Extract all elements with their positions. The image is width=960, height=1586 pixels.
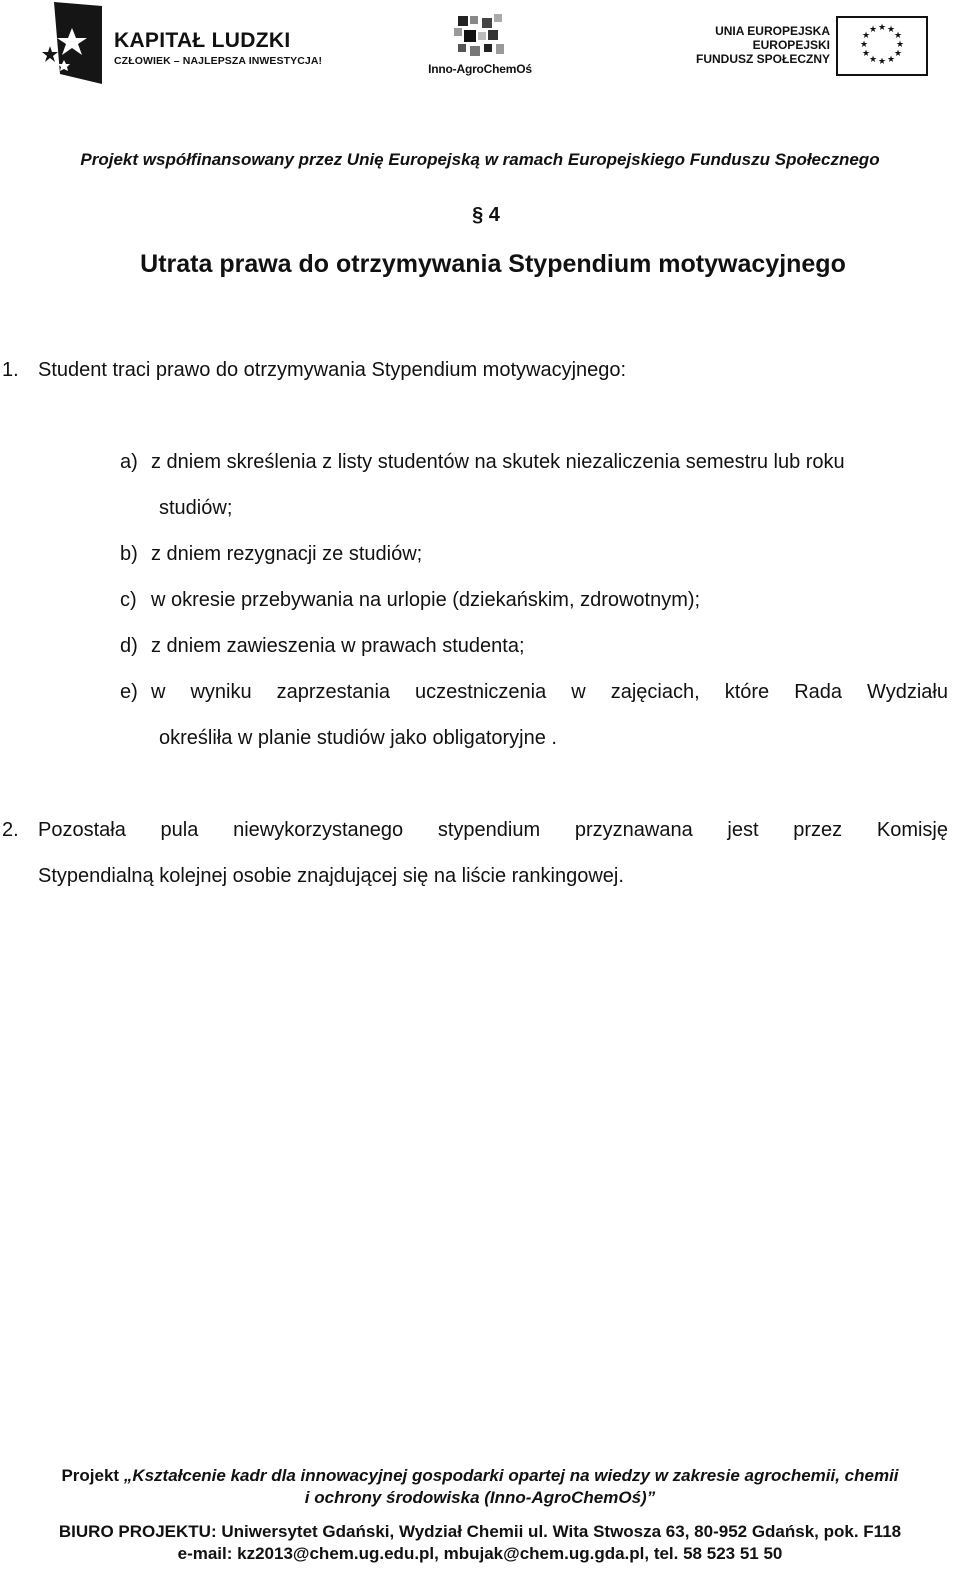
footer-contact: e-mail: kz2013@chem.ug.edu.pl, mbujak@chem.ug.gda.pl, tel. 58 523 51 50 bbox=[177, 1544, 783, 1563]
point-2-line-2: Stypendialną kolejnej osobie znajdującej się na liście rankingowej. bbox=[38, 865, 624, 887]
footer-project-prefix: Projekt bbox=[61, 1466, 124, 1485]
svg-text:★: ★ bbox=[893, 49, 903, 59]
inno-agrochemos-logo bbox=[420, 14, 540, 80]
point-2-number: 2. bbox=[2, 819, 19, 841]
svg-text:★: ★ bbox=[895, 40, 905, 50]
ue-efs-logo bbox=[695, 14, 940, 80]
svg-text:★: ★ bbox=[861, 49, 871, 59]
item-c-letter: c) bbox=[120, 589, 137, 611]
item-d-letter: d) bbox=[120, 635, 138, 657]
svg-text:★: ★ bbox=[893, 31, 903, 41]
item-e-line-1: w wyniku zaprzestania uczestniczenia w zajęciach, które Rada Wydziału bbox=[151, 681, 948, 703]
point-1-text: Student traci prawo do otrzymywania Stypendium motywacyjnego: bbox=[38, 359, 627, 381]
item-a-line-1: z dniem skreślenia z listy studentów na skutek niezaliczenia semestru lub roku bbox=[151, 451, 845, 473]
svg-text:★: ★ bbox=[886, 25, 896, 35]
svg-text:★: ★ bbox=[868, 25, 878, 35]
item-b-letter: b) bbox=[120, 543, 138, 565]
point-1-number: 1. bbox=[2, 359, 19, 381]
ue-efs-text bbox=[696, 24, 830, 66]
kapital-ludzki-subtitle: CZŁOWIEK – NAJLEPSZA INWESTYCJA! bbox=[114, 55, 323, 67]
svg-text:★: ★ bbox=[868, 55, 878, 65]
item-a-letter: a) bbox=[120, 451, 138, 473]
ue-line-3: FUNDUSZ SPOŁECZNY bbox=[695, 52, 830, 66]
svg-text:★: ★ bbox=[861, 31, 871, 41]
svg-text:★: ★ bbox=[877, 57, 887, 67]
footer-project-line-2: i ochrony środowiska (Inno-AgroChemOś)” bbox=[304, 1488, 656, 1507]
item-e-letter: e) bbox=[120, 681, 138, 703]
kapital-ludzki-emblem-icon bbox=[42, 2, 102, 84]
section-number: § 4 bbox=[472, 204, 500, 226]
item-c-line-1: w okresie przebywania na urlopie (dziekańskim, zdrowotnym); bbox=[151, 589, 701, 611]
kapital-ludzki-title: KAPITAŁ LUDZKI bbox=[114, 29, 291, 52]
item-d-line-1: z dniem zawieszenia w prawach studenta; bbox=[151, 635, 525, 657]
item-e-line-2: określiła w planie studiów jako obligatoryjne . bbox=[159, 727, 557, 749]
svg-text:★: ★ bbox=[859, 40, 869, 50]
point-2-line-1: Pozostała pula niewykorzystanego stypendium przyznawana jest przez Komisję bbox=[38, 819, 948, 841]
section-title: Utrata prawa do otrzymywania Stypendium motywacyjnego bbox=[140, 250, 846, 278]
footer-project-name-1: „Kształcenie kadr dla innowacyjnej gospodarki opartej na wiedzy w zakresie agrochemii, chemii bbox=[123, 1466, 899, 1485]
ue-line-2: EUROPEJSKI bbox=[752, 38, 830, 52]
item-a-line-2: studiów; bbox=[159, 497, 233, 519]
inno-agrochemos-squares-icon bbox=[454, 14, 506, 58]
svg-text:★: ★ bbox=[877, 23, 887, 33]
item-b-line-1: z dniem rezygnacji ze studiów; bbox=[151, 543, 423, 565]
footer-office: BIURO PROJEKTU: Uniwersytet Gdański, Wydział Chemii ul. Wita Stwosza 63, 80-952 Gdańsk, pok. F118 bbox=[58, 1522, 902, 1541]
svg-text:★: ★ bbox=[886, 55, 896, 65]
inno-agrochemos-text: Inno-AgroChemOś bbox=[428, 62, 532, 76]
ue-line-1: UNIA EUROPEJSKA bbox=[715, 24, 830, 38]
cofinance-statement: Projekt współfinansowany przez Unię Europejską w ramach Europejskiego Funduszu Społecznego bbox=[80, 150, 880, 169]
footer-project-line-1 bbox=[0, 1466, 960, 1486]
kapital-ludzki-logo bbox=[42, 2, 323, 84]
eu-flag-icon bbox=[836, 16, 928, 76]
